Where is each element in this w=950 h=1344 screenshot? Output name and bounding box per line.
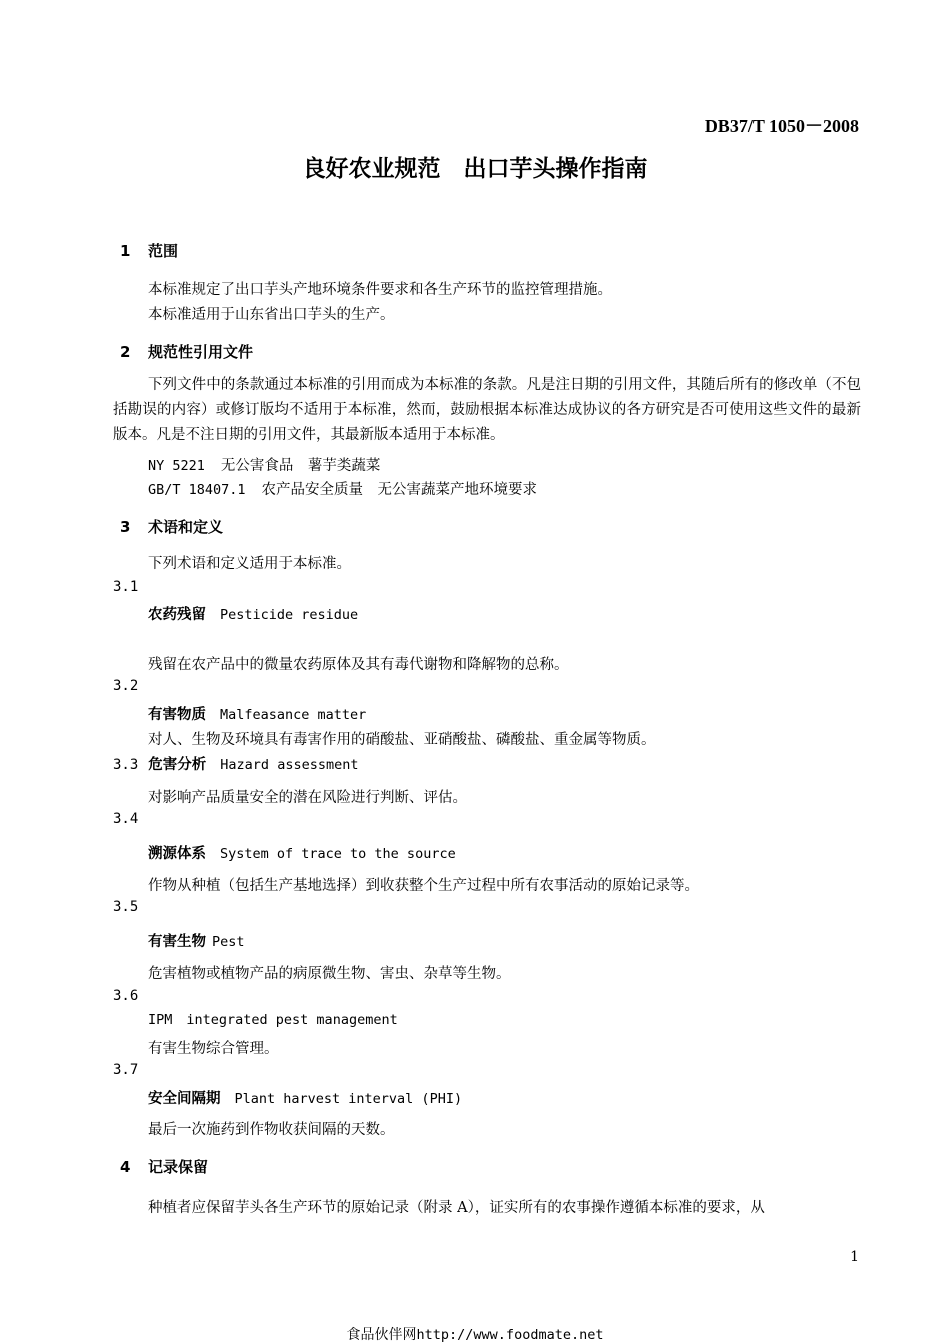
reference-code: GB/T 18407.1: [148, 482, 246, 498]
term-3-5: [148, 930, 245, 951]
term-english: System of trace to the source: [220, 846, 456, 862]
section-title: 规范性引用文件: [148, 343, 254, 361]
term-number-3-6: 3.6: [113, 988, 139, 1004]
reference-code: NY 5221: [148, 458, 205, 474]
section-2-heading: [120, 341, 253, 362]
term-3-4: [148, 842, 456, 863]
term-english: Hazard assessment: [220, 757, 359, 773]
term-3-3: [113, 753, 358, 774]
section-number: 1: [120, 242, 131, 260]
term-chinese: 有害生物: [148, 934, 206, 950]
section-title: 记录保留: [148, 1158, 209, 1176]
section-title: 术语和定义: [148, 518, 224, 536]
reference-title: 农产品安全质量 无公害蔬菜产地环境要求: [261, 482, 538, 498]
term-number-3-5: 3.5: [113, 899, 139, 915]
term-3-5-definition: 危害植物或植物产品的病原微生物、害虫、杂草等生物。: [148, 966, 511, 982]
scope-paragraph-2: 本标准适用于山东省出口芋头的生产。: [148, 307, 395, 323]
section-title: 范围: [148, 242, 179, 260]
document-code: DB37/T 1050－2008: [704, 116, 859, 136]
term-3-3-definition: 对影响产品质量安全的潜在风险进行判断、评估。: [148, 790, 467, 806]
term-english: Pest: [212, 934, 245, 950]
section-number: 4: [120, 1158, 131, 1176]
footer-watermark: [0, 1324, 950, 1344]
page-number: 1: [850, 1249, 859, 1265]
term-number-3-3: 3.3: [113, 757, 139, 773]
term-chinese: 危害分析: [148, 757, 207, 773]
term-chinese: 安全间隔期: [148, 1091, 221, 1107]
term-3-4-definition: 作物从种植（包括生产基地选择）到收获整个生产过程中所有农事活动的原始记录等。: [148, 878, 699, 894]
scope-paragraph-1: 本标准规定了出口芋头产地环境条件要求和各生产环节的监控管理措施。: [148, 282, 612, 298]
term-english: integrated pest management: [186, 1012, 398, 1028]
page-title: 良好农业规范 出口芋头操作指南: [302, 156, 648, 182]
term-english: Malfeasance matter: [220, 707, 367, 723]
term-number-3-4: 3.4: [113, 811, 139, 827]
term-number-3-2: 3.2: [113, 678, 139, 694]
term-english: Plant harvest interval (PHI): [234, 1091, 463, 1107]
records-paragraph: 种植者应保留芋头各生产环节的原始记录（附录 A），证实所有的农事操作遵循本标准的要求，从: [148, 1200, 765, 1216]
term-number-3-7: 3.7: [113, 1062, 139, 1078]
term-3-7-definition: 最后一次施药到作物收获间隔的天数。: [148, 1122, 395, 1138]
footer-url[interactable]: http://www.foodmate.net: [416, 1327, 604, 1343]
term-abbreviation: IPM: [148, 1012, 173, 1028]
terms-intro: 下列术语和定义适用于本标准。: [148, 556, 351, 572]
term-3-2: [148, 703, 366, 724]
term-chinese: 农药残留: [148, 607, 206, 623]
term-number-3-1: 3.1: [113, 579, 139, 595]
section-number: 3: [120, 518, 131, 536]
term-3-6: [148, 1012, 398, 1028]
reference-title: 无公害食品 薯芋类蔬菜: [220, 458, 381, 474]
term-3-6-definition: 有害生物综合管理。: [148, 1041, 279, 1057]
reference-item-1: [148, 454, 380, 475]
term-3-1: [148, 603, 358, 624]
reference-item-2: [148, 478, 537, 499]
term-english: Pesticide residue: [220, 607, 359, 623]
section-number: 2: [120, 343, 131, 361]
footer-site-name: 食品伙伴网: [346, 1327, 417, 1343]
term-3-2-definition: 对人、生物及环境具有毒害作用的硝酸盐、亚硝酸盐、磷酸盐、重金属等物质。: [148, 732, 656, 748]
term-3-1-definition: 残留在农产品中的微量农药原体及其有毒代谢物和降解物的总称。: [148, 657, 569, 673]
section-3-heading: [120, 516, 223, 537]
term-chinese: 有害物质: [148, 707, 206, 723]
term-chinese: 溯源体系: [148, 846, 206, 862]
term-3-7: [148, 1087, 462, 1108]
references-paragraph: 下列文件中的条款通过本标准的引用而成为本标准的条款。凡是注日期的引用文件，其随后所有的修改单（不包括勘误的内容）或修订版均不适用于本标准，然而，鼓励根据本标准达成协议的各方研究是否可使用这些文件的最新版本。凡是不注日期的引用文件，其最新版本适用于本标准。: [113, 377, 861, 443]
section-4-heading: [120, 1156, 208, 1177]
section-1-heading: [120, 240, 178, 261]
